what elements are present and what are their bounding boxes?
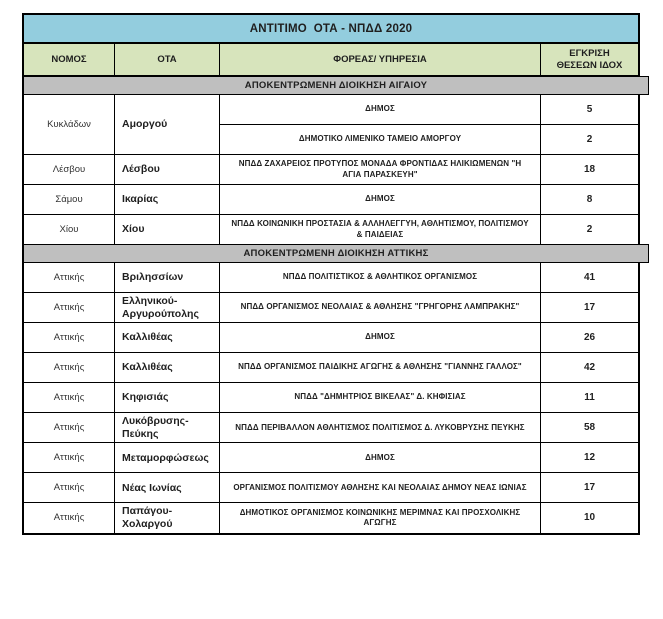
egkrisi-count-cell: 17: [540, 293, 638, 322]
table-row: [24, 323, 638, 353]
column-header-row: [24, 44, 638, 77]
entries-group: [219, 413, 638, 442]
nomos-cell: Αττικής: [53, 392, 85, 404]
egkrisi-count-cell: 5: [540, 95, 638, 124]
foreas-cell: ΝΠΔΔ ΠΕΡΙΒΑΛΛΟΝ ΑΘΛΗΤΙΣΜΟΣ ΠΟΛΙΤΙΣΜΟΣ Δ. ΛΥΚΟΒΡΥΣΗΣ ΠΕΥΚΗΣ: [235, 422, 525, 432]
entries-group: [219, 353, 638, 382]
foreas-cell: ΝΠΔΔ ΚΟΙΝΩΝΙΚΗ ΠΡΟΣΤΑΣΙΑ & ΑΛΛΗΛΕΓΓΥΗ, ΑΘΛΗΤΙΣΜΟΥ, ΠΟΛΙΤΙΣΜΟΥ & ΠΑΙΔΕΙΑΣ: [231, 219, 529, 239]
egkrisi-count-cell: 17: [540, 473, 638, 502]
entry-row: [220, 413, 638, 442]
table-row: [24, 185, 638, 215]
entries-group: [219, 185, 638, 214]
entries-group: [219, 473, 638, 502]
nomos-cell: Αττικής: [53, 512, 85, 524]
entry-row: [220, 185, 638, 214]
ota-cell: Ικαρίας: [114, 185, 219, 214]
nomos-cell: Σάμου: [55, 194, 83, 205]
ota-cell: Κηφισιάς: [114, 383, 219, 412]
entry-row: [220, 215, 638, 244]
nomos-cell: Αττικής: [53, 452, 85, 464]
entries-group: [219, 155, 638, 184]
column-header-foreas: ΦΟΡΕΑΣ/ ΥΠΗΡΕΣΙΑ: [219, 44, 540, 75]
table-row: [24, 293, 638, 323]
ota-cell: Μεταμορφώσεως: [114, 443, 219, 472]
entry-row: [220, 124, 638, 154]
antitimo-ota-npdd-table: [22, 13, 640, 535]
foreas-cell: ΝΠΔΔ "ΔΗΜΗΤΡΙΟΣ ΒΙΚΕΛΑΣ" Δ. ΚΗΦΙΣΙΑΣ: [294, 392, 466, 402]
egkrisi-count-cell: 18: [540, 155, 638, 184]
ota-cell: Ελληνικού-Αργυρούπολης: [114, 293, 219, 322]
egkrisi-count-cell: 2: [540, 215, 638, 244]
egkrisi-count-cell: 10: [540, 503, 638, 532]
entry-row: [220, 503, 638, 532]
entry-row: [220, 293, 638, 322]
table-title: ΑΝΤΙΤΙΜΟ ΟΤΑ - ΝΠΔΔ 2020: [24, 15, 638, 44]
table-row: [24, 263, 638, 293]
table-row: [24, 443, 638, 473]
egkrisi-count-cell: 58: [540, 413, 638, 442]
ota-cell: Βριλησσίων: [114, 263, 219, 292]
foreas-cell: ΔΗΜΟΤΙΚΟΣ ΟΡΓΑΝΙΣΜΟΣ ΚΟΙΝΩΝΙΚΗΣ ΜΕΡΙΜΝΑΣ ΚΑΙ ΠΡΟΣΧΟΛΙΚΗΣ ΑΓΩΓΗΣ: [239, 507, 521, 527]
column-header-nomos: ΝΟΜΟΣ: [51, 53, 87, 65]
nomos-cell: Αττικής: [53, 302, 85, 314]
foreas-cell: ΟΡΓΑΝΙΣΜΟΣ ΠΟΛΙΤΙΣΜΟΥ ΑΘΛΗΣΗΣ ΚΑΙ ΝΕΟΛΑΙΑΣ ΔΗΜΟΥ ΝΕΑΣ ΙΩΝΙΑΣ: [233, 482, 527, 492]
entry-row: [220, 353, 638, 382]
foreas-cell: ΔΗΜΟΣ: [365, 104, 395, 114]
nomos-cell: Χίου: [59, 224, 79, 235]
nomos-cell: Αττικής: [53, 422, 85, 434]
entry-row: [220, 155, 638, 184]
ota-cell: Λέσβου: [114, 155, 219, 184]
egkrisi-count-cell: 41: [540, 263, 638, 292]
egkrisi-count-cell: 12: [540, 443, 638, 472]
table-row: [24, 353, 638, 383]
table-row: [24, 383, 638, 413]
nomos-cell: Κυκλάδων: [47, 119, 91, 130]
entries-group: [219, 323, 638, 352]
entry-row: [220, 443, 638, 472]
entries-group: [219, 293, 638, 322]
foreas-cell: ΝΠΔΔ ΟΡΓΑΝΙΣΜΟΣ ΝΕΟΛΑΙΑΣ & ΑΘΛΗΣΗΣ "ΓΡΗΓΟΡΗΣ ΛΑΜΠΡΑΚΗΣ": [240, 302, 520, 312]
egkrisi-count-cell: 2: [540, 125, 638, 154]
section-header-label: ΑΠΟΚΕΝΤΡΩΜΕΝΗ ΔΙΟΙΚΗΣΗ ΑΤΤΙΚΗΣ: [243, 248, 429, 259]
entries-group: [219, 263, 638, 292]
column-header-ota: ΟΤΑ: [114, 44, 219, 75]
entries-group: [219, 383, 638, 412]
section-header-label: ΑΠΟΚΕΝΤΡΩΜΕΝΗ ΔΙΟΙΚΗΣΗ ΑΙΓΑΙΟΥ: [244, 80, 428, 91]
entry-row: [220, 383, 638, 412]
ota-cell: Λυκόβρυσης-Πεύκης: [114, 413, 219, 442]
egkrisi-count-cell: 42: [540, 353, 638, 382]
entries-group: [219, 95, 638, 154]
table-row: [24, 215, 638, 245]
ota-cell: Καλλιθέας: [114, 323, 219, 352]
entries-group: [219, 215, 638, 244]
table-row: [24, 155, 638, 185]
foreas-cell: ΔΗΜΟΣ: [365, 194, 395, 204]
egkrisi-count-cell: 26: [540, 323, 638, 352]
foreas-cell: ΝΠΔΔ ΟΡΓΑΝΙΣΜΟΣ ΠΑΙΔΙΚΗΣ ΑΓΩΓΗΣ & ΑΘΛΗΣΗΣ "ΓΙΑΝΝΗΣ ΓΑΛΛΟΣ": [238, 362, 522, 372]
table-row: [24, 95, 638, 155]
nomos-cell: Αττικής: [53, 272, 85, 283]
entry-row: [220, 95, 638, 124]
foreas-cell: ΔΗΜΟΣ: [365, 332, 395, 342]
egkrisi-count-cell: 11: [540, 383, 638, 412]
ota-cell: Νέας Ιωνίας: [114, 473, 219, 502]
nomos-cell: Αττικής: [53, 362, 85, 374]
ota-cell: Καλλιθέας: [114, 353, 219, 382]
table-row: [24, 503, 638, 532]
foreas-cell: ΔΗΜΟΤΙΚΟ ΛΙΜΕΝΙΚΟ ΤΑΜΕΙΟ ΑΜΟΡΓΟΥ: [298, 134, 462, 144]
nomos-cell: Λέσβου: [52, 164, 86, 175]
nomos-cell: Αττικής: [53, 482, 85, 494]
table-row: [24, 473, 638, 503]
ota-cell: Χίου: [114, 215, 219, 244]
egkrisi-count-cell: 8: [540, 185, 638, 214]
entries-group: [219, 503, 638, 532]
ota-cell: Αμοργού: [114, 95, 219, 154]
section-header-row: [24, 76, 649, 95]
table-row: [24, 413, 638, 443]
entries-group: [219, 443, 638, 472]
foreas-cell: ΝΠΔΔ ΠΟΛΙΤΙΣΤΙΚΟΣ & ΑΘΛΗΤΙΚΟΣ ΟΡΓΑΝΙΣΜΟΣ: [282, 272, 478, 282]
entry-row: [220, 323, 638, 352]
section-header-row: [24, 244, 649, 263]
entry-row: [220, 473, 638, 502]
column-header-egkrisi: ΕΓΚΡΙΣΗ ΘΕΣΕΩΝ ΙΔΟΧ: [540, 44, 638, 75]
foreas-cell: ΝΠΔΔ ΖΑΧΑΡΕΙΟΣ ΠΡΟΤΥΠΟΣ ΜΟΝΑΔΑ ΦΡΟΝΤΙΔΑΣ ΗΛΙΚΙΩΜΕΝΩΝ "Η ΑΓΙΑ ΠΑΡΑΣΚΕΥΗ": [238, 159, 522, 179]
foreas-cell: ΔΗΜΟΣ: [365, 452, 395, 462]
ota-cell: Παπάγου-Χολαργού: [114, 503, 219, 532]
entry-row: [220, 263, 638, 292]
nomos-cell: Αττικής: [53, 332, 85, 344]
